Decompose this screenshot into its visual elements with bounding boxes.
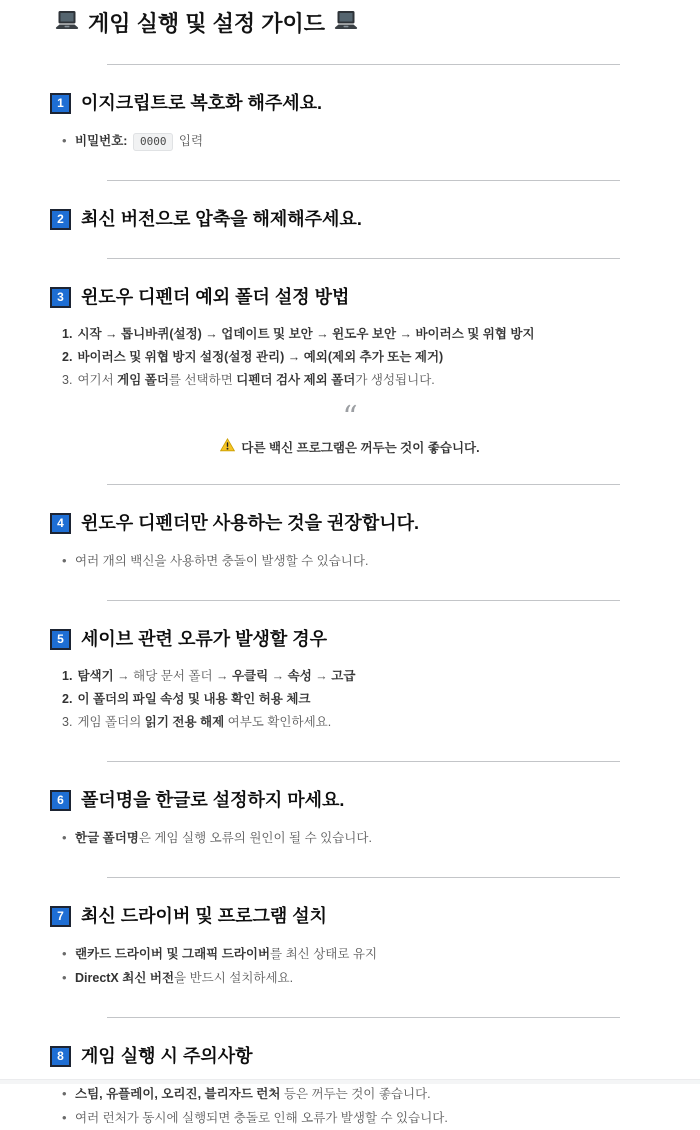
bold-text-segment: 디펜더 검사 제외 폴더 [236, 373, 356, 387]
guide-section [0, 258, 700, 457]
section-divider [107, 761, 620, 762]
text-segment: 여러 런처가 동시에 실행되면 충돌로 인해 오류가 발생할 수 있습니다. [75, 1111, 448, 1125]
list-number: 3. [62, 373, 73, 387]
section-divider [107, 600, 620, 601]
section-number-badge: 2 [50, 209, 71, 230]
bold-text-segment: 바이러스 및 위협 방지 설정(설정 관리) → 예외(제외 추가 또는 제거) [77, 350, 444, 364]
bold-text-segment: 비밀번호: [75, 134, 128, 148]
section-heading [50, 91, 700, 115]
bullet-dot: • [62, 133, 67, 148]
section-title: 최신 버전으로 압축을 해제해주세요. [81, 209, 362, 229]
laptop-icon [55, 10, 79, 37]
text-segment: → [268, 669, 288, 683]
warning-icon [220, 438, 235, 457]
bold-text-segment: 읽기 전용 해제 [144, 715, 225, 729]
section-heading [50, 285, 700, 309]
list-item [62, 665, 700, 688]
list-item [62, 942, 700, 966]
warning-row [220, 438, 479, 457]
bold-text-segment: 시작 → 톱니바퀴(설정) → 업데이트 및 보안 → 윈도우 보안 → 바이러스 및 위협 방지 [77, 327, 535, 341]
list-item [62, 346, 700, 369]
list-item [62, 323, 700, 346]
bullet-dot: • [62, 1110, 67, 1125]
section-heading [50, 207, 700, 231]
guide-section [0, 761, 700, 850]
section-divider [107, 877, 620, 878]
bold-text-segment: 스팀, 유플레이, 오리진, 블리자드 런처 [75, 1087, 281, 1101]
text-segment: 여부도 확인하세요. [224, 715, 332, 729]
list-item-text [77, 711, 700, 734]
list-item-text [77, 688, 700, 711]
text-segment: 게임 폴더의 [77, 715, 145, 729]
section-title: 폴더명을 한글로 설정하지 마세요. [81, 790, 345, 810]
list-number: 1. [62, 669, 73, 683]
list-item [62, 1106, 700, 1130]
bold-text-segment: 고급 [331, 669, 356, 683]
text-segment: 등은 꺼두는 것이 좋습니다. [280, 1087, 431, 1101]
text-segment: 은 게임 실행 오류의 원인이 될 수 있습니다. [138, 831, 372, 845]
section-list [0, 323, 700, 392]
list-item-text [77, 665, 700, 688]
page-title [55, 10, 700, 37]
section-divider [107, 64, 620, 65]
list-item-text [77, 369, 700, 392]
list-item [62, 549, 700, 573]
bold-text-segment: 우클릭 [231, 669, 269, 683]
text-segment: 를 최신 상태로 유지 [270, 947, 378, 961]
text-segment: → 해당 문서 폴더 → [113, 669, 232, 683]
bullet-dot: • [62, 553, 67, 568]
section-title: 게임 실행 시 주의사항 [81, 1046, 253, 1066]
bold-text-segment: 한글 폴더명 [75, 831, 139, 845]
guide-section [0, 877, 700, 990]
section-list [0, 129, 700, 153]
section-number-badge: 7 [50, 906, 71, 927]
list-item [62, 688, 700, 711]
section-number-badge: 5 [50, 629, 71, 650]
bold-text-segment: 게임 폴더 [117, 373, 169, 387]
section-number-badge: 4 [50, 513, 71, 534]
text-segment: 여기서 [77, 373, 118, 387]
text-segment: 가 생성됩니다. [355, 373, 435, 387]
section-divider [107, 1017, 620, 1018]
bullet-dot: • [62, 1086, 67, 1101]
section-title: 세이브 관련 오류가 발생할 경우 [81, 629, 328, 649]
section-number-badge: 8 [50, 1046, 71, 1067]
section-list [0, 1082, 700, 1130]
text-segment: 입력 [175, 134, 204, 148]
password-code-chip: 0000 [133, 133, 174, 151]
section-title: 윈도우 디펜더만 사용하는 것을 권장합니다. [81, 513, 419, 533]
page-bottom-strip [0, 1079, 700, 1084]
sections-container [0, 64, 700, 1130]
section-list [0, 549, 700, 573]
section-heading [50, 627, 700, 651]
guide-section [0, 1017, 700, 1130]
quote-block [0, 400, 700, 457]
section-number-badge: 3 [50, 287, 71, 308]
list-item-text [75, 943, 700, 966]
text-segment [127, 134, 130, 148]
list-item [62, 711, 700, 734]
bold-text-segment: 속성 [287, 669, 312, 683]
list-item-text [75, 550, 700, 573]
section-list [0, 942, 700, 990]
section-title: 윈도우 디펜더 예외 폴더 설정 방법 [81, 287, 350, 307]
list-item [62, 129, 700, 153]
guide-section [0, 64, 700, 153]
page-title-text: 게임 실행 및 설정 가이드 [88, 11, 325, 36]
section-divider [107, 180, 620, 181]
list-number: 2. [62, 350, 73, 364]
list-item-text [77, 323, 700, 346]
section-divider [107, 484, 620, 485]
section-heading [50, 511, 700, 535]
text-segment: 여러 개의 백신을 사용하면 충돌이 발생할 수 있습니다. [75, 554, 369, 568]
bold-text-segment: 탐색기 [77, 669, 114, 683]
list-item [62, 1082, 700, 1106]
list-item-text [75, 967, 700, 990]
list-item [62, 826, 700, 850]
list-number: 2. [62, 692, 73, 706]
list-item-text [75, 827, 700, 850]
section-heading [50, 788, 700, 812]
section-title: 이지크립트로 복호화 해주세요. [81, 93, 323, 113]
guide-section [0, 484, 700, 573]
quote-mark: “ [342, 400, 358, 435]
section-number-badge: 1 [50, 93, 71, 114]
bullet-dot: • [62, 946, 67, 961]
warning-text: 다른 백신 프로그램은 꺼두는 것이 좋습니다. [241, 440, 480, 455]
text-segment: 를 선택하면 [168, 373, 237, 387]
list-item [62, 966, 700, 990]
bold-text-segment: 랜카드 드라이버 및 그래픽 드라이버 [75, 947, 271, 961]
bold-text-segment: DirectX 최신 버전 [75, 971, 175, 985]
section-title: 최신 드라이버 및 프로그램 설치 [81, 906, 328, 926]
bold-text-segment: 이 폴더의 파일 속성 및 내용 확인 허용 체크 [77, 692, 311, 706]
section-divider [107, 258, 620, 259]
bullet-dot: • [62, 830, 67, 845]
text-segment: → [311, 669, 332, 683]
section-heading [50, 1044, 700, 1068]
guide-section [0, 180, 700, 231]
guide-section [0, 600, 700, 734]
list-number: 1. [62, 327, 73, 341]
text-segment: 을 반드시 설치하세요. [174, 971, 294, 985]
list-number: 3. [62, 715, 73, 729]
list-item-text [77, 346, 700, 369]
section-number-badge: 6 [50, 790, 71, 811]
section-list [0, 665, 700, 734]
bullet-dot: • [62, 970, 67, 985]
list-item-text [75, 1083, 700, 1106]
section-heading [50, 904, 700, 928]
list-item-text [75, 130, 700, 153]
list-item [62, 369, 700, 392]
section-list [0, 826, 700, 850]
laptop-icon [334, 10, 358, 37]
list-item-text [75, 1107, 700, 1130]
